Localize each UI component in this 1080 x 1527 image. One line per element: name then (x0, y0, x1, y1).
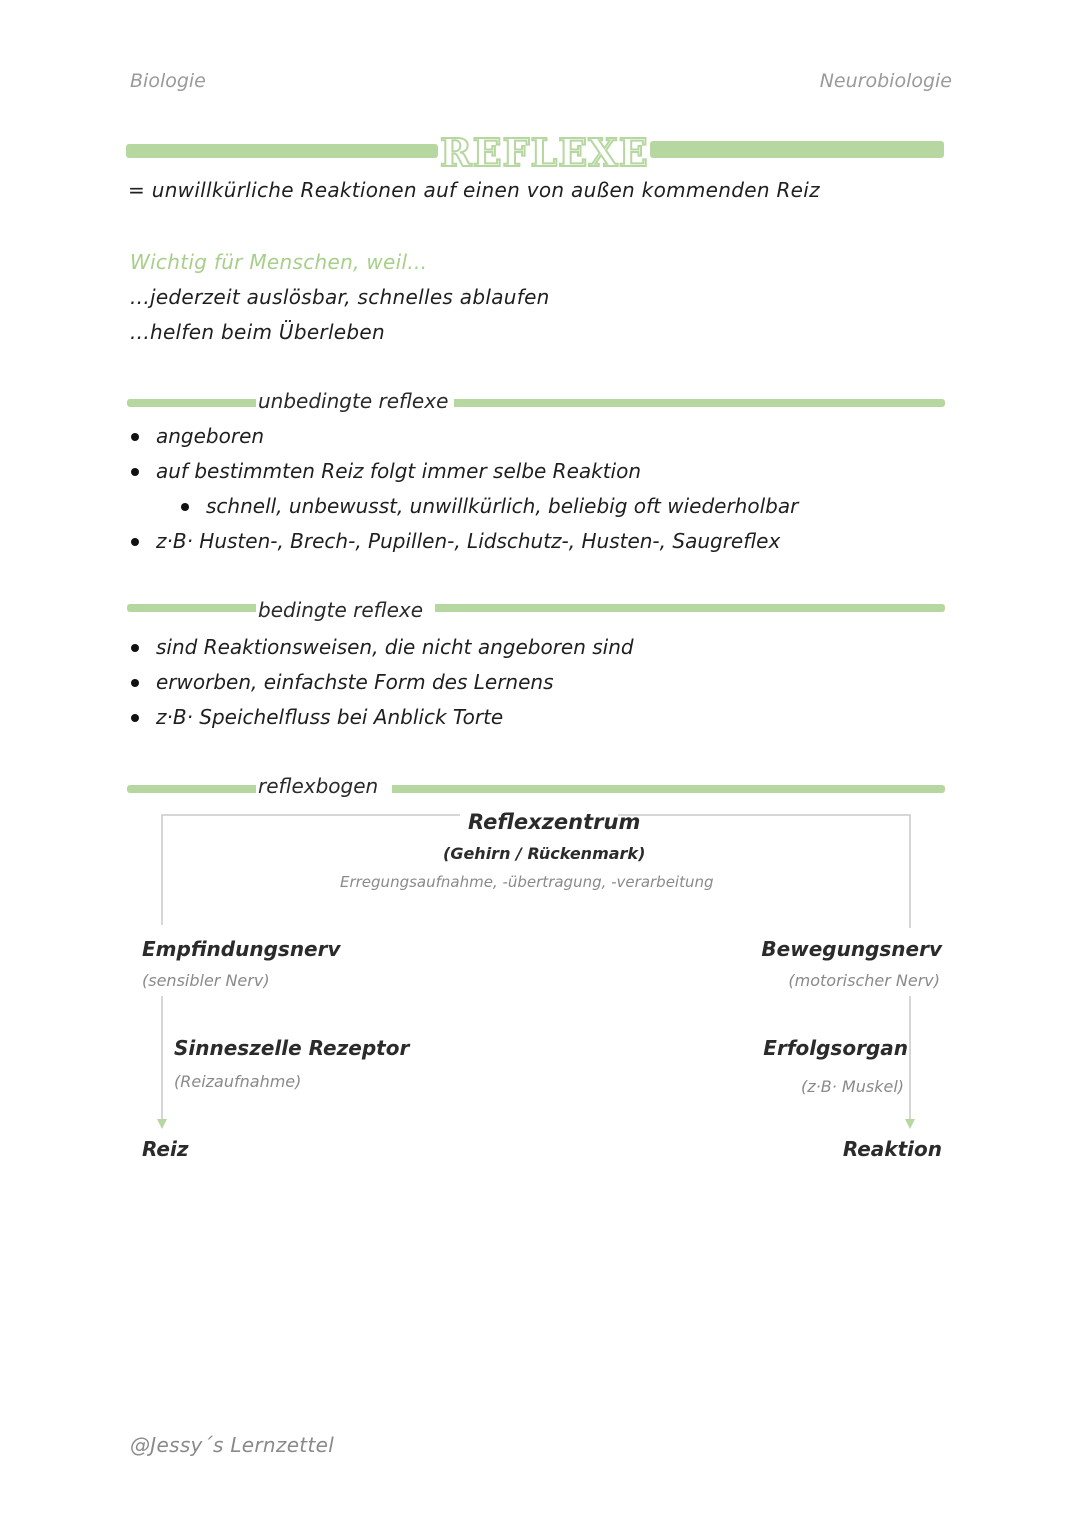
motor-nerve: Bewegungsnerv (761, 937, 942, 961)
arc-top-left-line (162, 815, 460, 925)
reaction: Reaktion (842, 1137, 942, 1161)
list-item: z·B· Speichelfluss bei Anblick Torte (128, 702, 634, 737)
topic-label: Neurobiologie (819, 70, 952, 92)
section-label-unconditioned: unbedingte reflexe (256, 389, 454, 413)
importance-item: ...jederzeit auslösbar, schnelles ablaufen (130, 285, 550, 309)
list-item: angeboren (128, 421, 641, 456)
list-item: sind Reaktionsweisen, die nicht angeboren sind (128, 632, 634, 667)
arc-top-right-line (618, 815, 910, 928)
page-title: REFLEXE (440, 130, 649, 175)
footer-credit: @Jessy´s Lernzettel (130, 1433, 335, 1457)
reflex-center-note: Erregungsaufnahme, -übertragung, -verarbeitung (340, 873, 714, 891)
sensory-nerve: Empfindungsnerv (142, 937, 341, 961)
section-label-conditioned: bedingte reflexe (256, 598, 435, 622)
sensory-nerve-sub: (sensibler Nerv) (142, 971, 270, 990)
definition: = unwillkürliche Reaktionen auf einen von außen kommenden Reiz (128, 178, 820, 202)
stimulus: Reiz (142, 1137, 189, 1161)
importance-item: ...helfen beim Überleben (130, 320, 385, 344)
motor-nerve-sub: (motorischer Nerv) (788, 971, 940, 990)
effector: Erfolgsorgan (763, 1036, 908, 1060)
list-item: z·B· Husten-, Brech-, Pupillen-, Lidschutz-, Husten-, Saugreflex (128, 526, 780, 561)
receptor-sub: (Reizaufnahme) (174, 1072, 302, 1091)
list-item: auf bestimmten Reiz folgt immer selbe Reaktion (128, 456, 641, 491)
receptor: Sinneszelle Rezeptor (174, 1036, 410, 1060)
effector-sub: (z·B· Muskel) (801, 1077, 904, 1096)
importance-heading: Wichtig für Menschen, weil... (130, 250, 428, 274)
reflex-center-sub: (Gehirn / Rückenmark) (443, 844, 646, 863)
list-item: erworben, einfachste Form des Lernens (128, 667, 634, 702)
reflex-center-title: Reflexzentrum (468, 810, 641, 834)
section-label-reflex-arc: reflexbogen (256, 774, 392, 798)
subject-label: Biologie (130, 70, 206, 92)
list-item: schnell, unbewusst, unwillkürlich, beliebig oft wiederholbar (178, 491, 798, 526)
